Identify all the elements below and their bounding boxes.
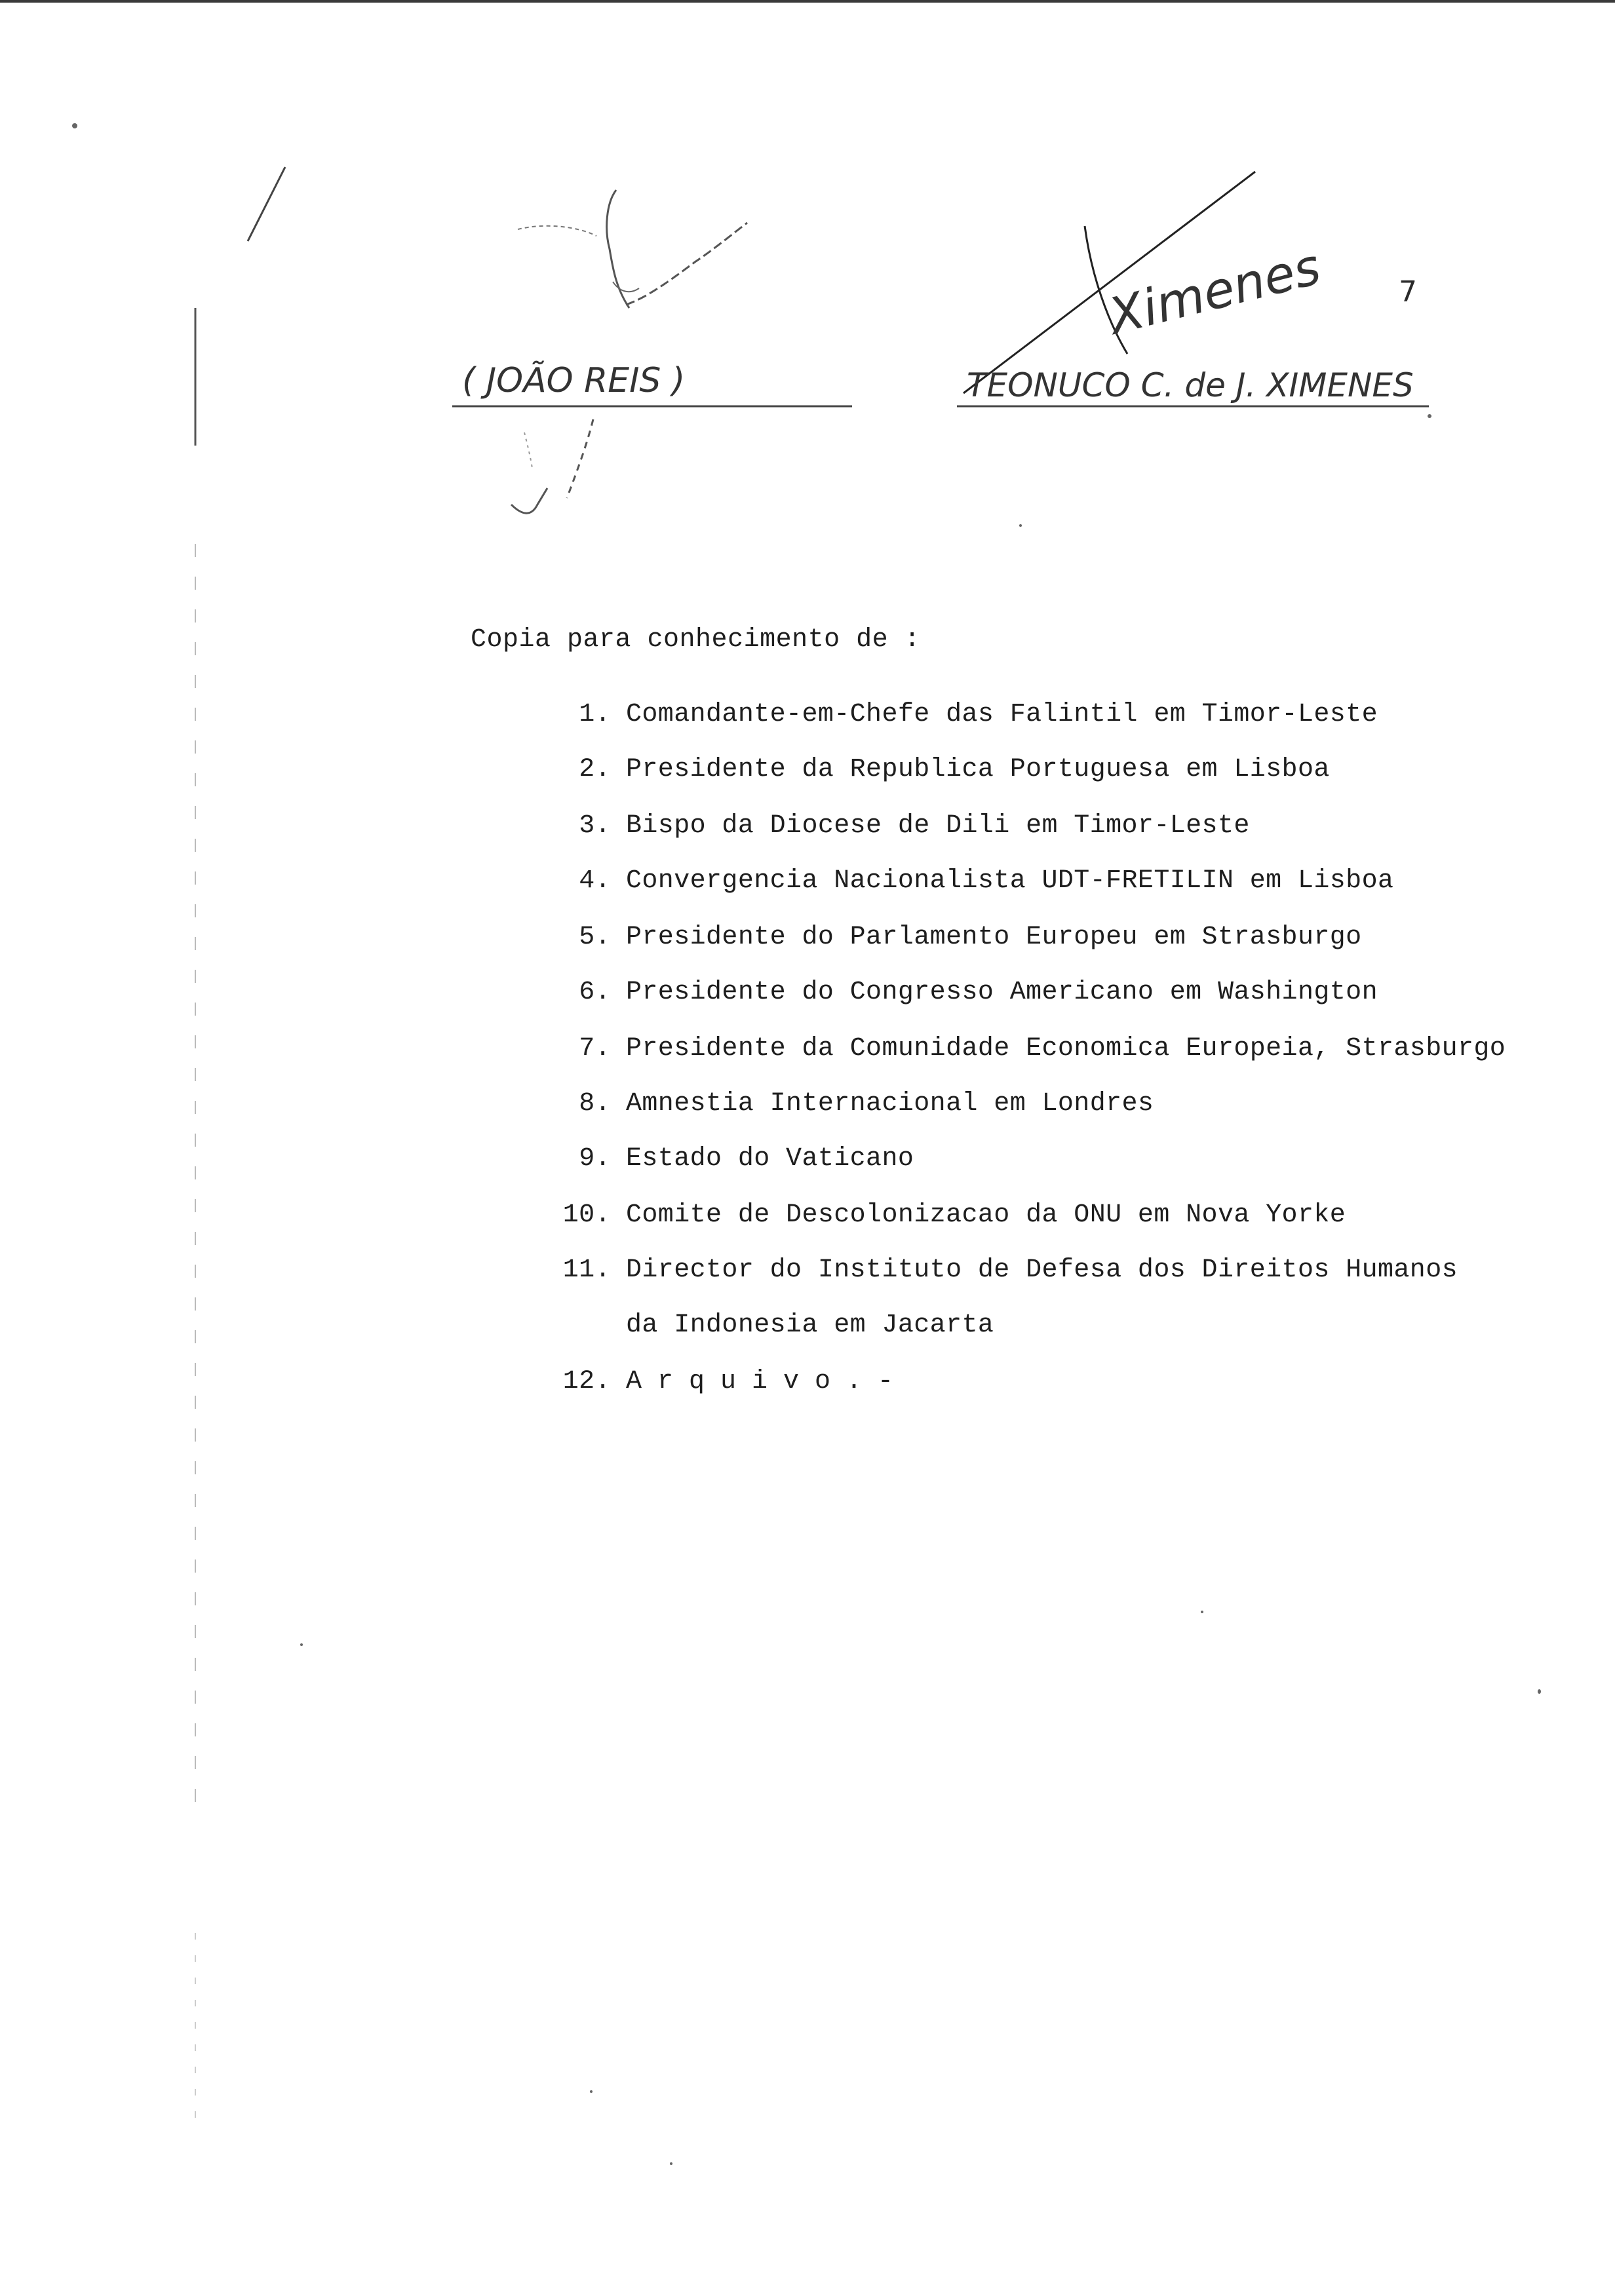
right-signature-script: Ximenes <box>1102 237 1327 346</box>
item-text: Estado do Vaticano <box>626 1144 914 1174</box>
page-number: 7 <box>1399 275 1417 309</box>
item-number: 2. <box>579 755 611 784</box>
item-number: 5. <box>579 923 611 952</box>
item-text: Comite de Descolonizacao da ONU em Nova Yorke <box>626 1200 1346 1230</box>
scan-speck <box>1019 524 1022 527</box>
item-text: Director do Instituto de Defesa dos Direitos Humanos <box>626 1255 1458 1285</box>
item-text: Bispo da Diocese de Dili em Timor-Leste <box>626 811 1250 841</box>
item-number: 6. <box>579 978 611 1007</box>
scan-speck <box>1428 414 1431 418</box>
item-text: Comandante-em-Chefe das Falintil em Timor-Leste <box>626 700 1378 729</box>
item-number: 8. <box>579 1089 611 1119</box>
item-number: 12. <box>562 1367 611 1396</box>
item-text: Presidente da Comunidade Economica Europeia, Strasburgo <box>626 1034 1506 1063</box>
scan-speck <box>1201 1611 1203 1613</box>
scan-speck <box>300 1643 303 1646</box>
item-text: Presidente do Parlamento Europeu em Strasburgo <box>626 923 1362 952</box>
scan-speck <box>590 2090 593 2093</box>
scan-speck <box>1538 1689 1541 1694</box>
item-number: 9. <box>579 1144 611 1174</box>
item-text: Amnestia Internacional em Londres <box>626 1089 1154 1119</box>
copy-to-heading: Copia para conhecimento de : <box>471 625 921 655</box>
item-number: 7. <box>579 1034 611 1063</box>
item-text: Convergencia Nacionalista UDT-FRETILIN em Lisboa <box>626 866 1394 896</box>
item-number: 4. <box>579 866 611 896</box>
item-number: 11. <box>562 1255 611 1285</box>
left-signatory-name: ( JOÃO REIS ) <box>462 361 686 400</box>
item-text: Presidente do Congresso Americano em Washington <box>626 978 1378 1007</box>
item-text: Presidente da Republica Portuguesa em Lisboa <box>626 755 1330 784</box>
scan-speck <box>72 123 77 128</box>
item-number: 3. <box>579 811 611 841</box>
right-signatory-name: TEONUCO C. de J. XIMENES <box>967 366 1414 404</box>
scan-speck <box>670 2162 672 2165</box>
item-text: Arquivo.- <box>626 1367 910 1396</box>
item-number: 1. <box>579 700 611 729</box>
item-text: da Indonesia em Jacarta <box>626 1311 994 1340</box>
item-number: 10. <box>562 1200 611 1230</box>
